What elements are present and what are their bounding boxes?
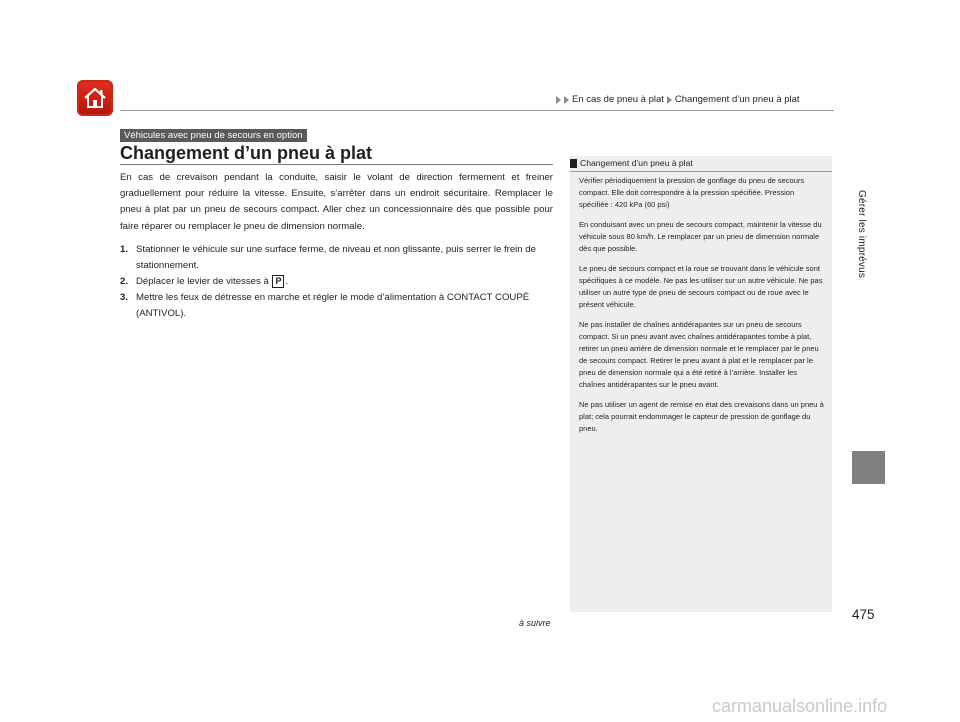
step-number: 1. (120, 244, 129, 255)
sidebar-paragraph: Ne pas utiliser un agent de remise en état des crevaisons dans un pneu à plat; cela pourrait endommager le capteur de pression de gonflage du pneu. (579, 400, 824, 433)
step-item (120, 242, 553, 274)
gear-p-key-icon: P (272, 275, 284, 288)
page-title: Changement d’un pneu à plat (120, 143, 373, 163)
step-number: 3. (120, 292, 129, 303)
page-number: 475 (852, 607, 875, 622)
sidebar-paragraph: Le pneu de secours compact et la roue se trouvant dans le véhicule sont spécifiques à ce modèle. Ne pas les utiliser sur un autre véhicule. Ne pas utiliser un autre type de pneu de secours compact ou de roue avec le présent véhicule. (579, 264, 823, 309)
chapter-tab-marker[interactable] (852, 451, 885, 484)
breadcrumb-item-section[interactable]: En cas de pneu à plat (572, 94, 664, 105)
sidebar-paragraph: Vérifier périodiquement la pression de gonflage du pneu de secours compact. Elle doit correspondre à la pression spécifiée. Pression spécifiée : 420 kPa (60 psi) (579, 176, 805, 209)
step-text: Mettre les feux de détresse en marche et régler le mode d’alimentation à CONTACT COUPÉ (ANTIVOL). (136, 292, 530, 319)
steps-list (120, 242, 553, 322)
breadcrumb-arrow-icon (667, 96, 672, 104)
chapter-tab-label[interactable]: Gérer les imprévus (856, 190, 867, 279)
sidebar-note (570, 156, 832, 612)
sidebar-body (579, 175, 825, 443)
title-divider (120, 164, 553, 165)
step-item (120, 290, 553, 322)
intro-paragraph: En cas de crevaison pendant la conduite, saisir le volant de direction fermement et freiner graduellement pour réduire la vitesse. Ensuite, s’arrêter dans un endroit sécuritaire. Remplacer le pneu à plat par un pneu de secours compact. Aller chez un concessionnaire dès que possible pour faire réparer ou remplacer le pneu de dimension normale. (120, 172, 553, 232)
sidebar-paragraph: Ne pas installer de chaînes antidérapantes sur un pneu de secours compact. Si un pneu avant avec chaînes antidérapantes tombe à plat, retirer un pneu arrière de dimension normale et le remplacer par le pneu de secours compact. Retirer le pneu avant à plat et le remplacer par le pneu de dimension normale qui a été retiré à l’arrière. Installer les chaînes antidérapantes sur le pneu avant. (579, 320, 819, 389)
step-item (120, 274, 553, 290)
sidebar-divider (570, 171, 832, 172)
breadcrumb-arrow-icon (556, 96, 561, 104)
sidebar-title-text: Changement d’un pneu à plat (580, 158, 693, 168)
breadcrumb-item-page[interactable]: Changement d’un pneu à plat (674, 94, 800, 105)
note-marker-icon (570, 159, 577, 168)
step-number: 2. (120, 276, 129, 287)
step-text: Stationner le véhicule sur une surface ferme, de niveau et non glissante, puis serrer le frein de stationnement. (136, 244, 536, 271)
watermark: carmanualsonline.info (712, 696, 888, 716)
continued-note: à suivre (519, 618, 551, 628)
header-divider (120, 110, 834, 111)
step-text (136, 274, 553, 290)
breadcrumb (556, 94, 800, 105)
sidebar-paragraph: En conduisant avec un pneu de secours compact, maintenir la vitesse du véhicule sous 80 km/h. Le remplacer par un pneu de dimension normale dès que possible. (579, 220, 822, 253)
breadcrumb-arrow-icon (564, 96, 569, 104)
step-text-before: Déplacer le levier de vitesses à (136, 276, 272, 287)
vehicle-option-badge: Véhicules avec pneu de secours en option (120, 129, 307, 142)
home-icon[interactable] (77, 80, 113, 116)
step-text-after: . (285, 276, 289, 287)
sidebar-title (570, 158, 693, 168)
